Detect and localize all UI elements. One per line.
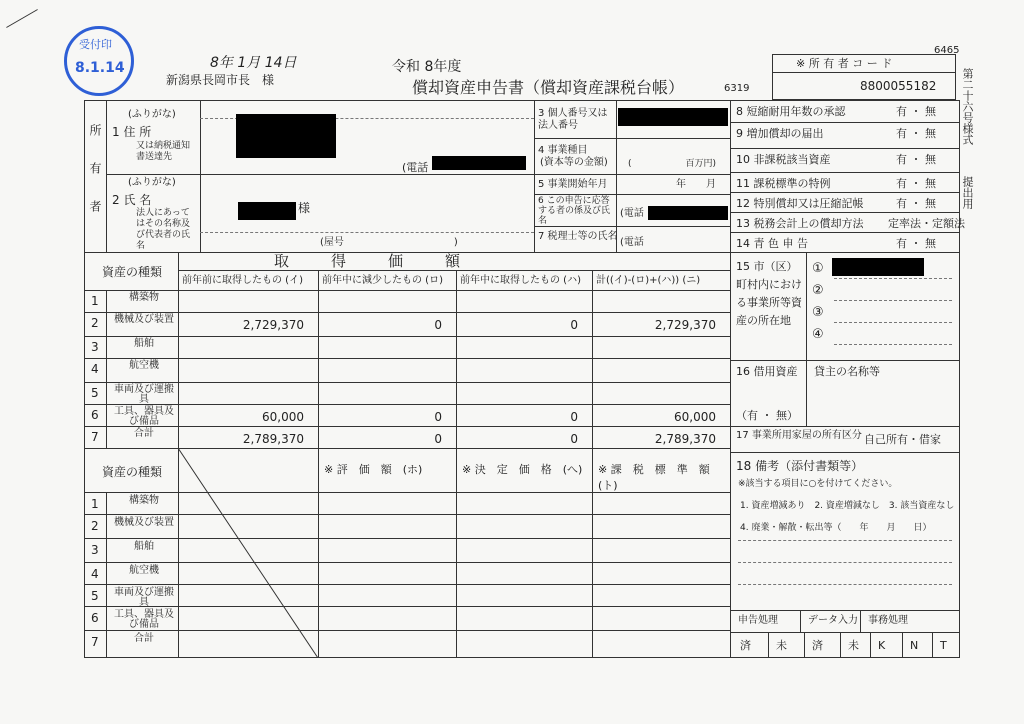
shop-name: (屋号 ) <box>320 237 458 248</box>
right-item-value: 有 ・ 無 <box>896 127 936 140</box>
row-number: 2 <box>91 519 99 533</box>
row-number: 7 <box>91 635 99 649</box>
row-number: 1 <box>91 497 99 511</box>
table-row-line <box>84 538 730 539</box>
row-number: 4 <box>91 567 99 581</box>
reception-stamp <box>64 26 134 96</box>
acquisition-value: 0 <box>434 432 442 446</box>
asset-type: 機械及び装置 <box>114 517 174 528</box>
location-number: ③ <box>812 305 824 320</box>
acquisition-value: 2,729,370 <box>242 318 304 332</box>
valuation-column-header: ※ 評 価 額 (ホ) <box>324 463 423 476</box>
form-number: 第二十六号様式 <box>961 68 974 145</box>
office-mark: T <box>940 639 947 652</box>
start-date-label: 5 事業開始年月 <box>538 179 608 190</box>
lessor-label: 貸主の名称等 <box>814 365 880 378</box>
right-item-divider <box>730 122 960 123</box>
diagonal-slash <box>178 448 318 658</box>
row-number: 7 <box>91 430 99 444</box>
table-row-line <box>84 426 730 427</box>
office-divider <box>902 632 903 658</box>
redacted-id <box>618 108 728 126</box>
location-label: 15 市（区）町村内における事業所等資産の所在地 <box>736 260 802 327</box>
right-item-label: 12 特別償却又は圧縮記帳 <box>736 197 864 210</box>
acquisition-value: 0 <box>570 432 578 446</box>
office-divider <box>870 632 871 658</box>
leased-assets-value: （有 ・ 無） <box>736 409 798 422</box>
table-row-line <box>84 492 730 493</box>
right-item-value: 有 ・ 無 <box>896 197 936 210</box>
acquisition-value: 0 <box>570 318 578 332</box>
phone-label: (電話 <box>402 161 429 174</box>
right-item-divider <box>730 212 960 213</box>
table-row-line <box>84 562 730 563</box>
office-use-header: 申告処理 <box>738 615 778 626</box>
asset-type: 船舶 <box>134 338 154 349</box>
location-line <box>834 322 952 323</box>
location-number: ① <box>812 261 824 276</box>
row-number: 5 <box>91 589 99 603</box>
form-title: 償却資産申告書（償却資産課税台帳） <box>412 78 685 97</box>
redacted-phone <box>432 156 526 170</box>
submission-copy: 提出用 <box>961 176 974 209</box>
id-number-label: 3 個人番号又は法人番号 <box>538 108 608 131</box>
address-label: 1 住 所 <box>112 125 152 139</box>
row-number: 6 <box>91 611 99 625</box>
building-ownership-value: 自己所有・借家 <box>864 433 941 446</box>
acquisition-column-header: 前年中に減少したもの (ロ) <box>322 275 443 286</box>
remarks-label: 18 備考（添付書類等） <box>736 459 864 473</box>
acquisition-cost-header: 取 得 価 額 <box>274 252 465 270</box>
asset-type: 機械及び装置 <box>114 314 174 325</box>
name-label: 2 氏 名 <box>112 193 152 207</box>
address-note: 又は納税通知書送達先 <box>136 141 191 162</box>
corner-mark <box>6 9 38 28</box>
office-mark: 済 <box>740 639 751 652</box>
right-item-label: 11 課税標準の特例 <box>736 177 831 190</box>
acquisition-value: 2,729,370 <box>654 318 716 332</box>
building-ownership-label: 17 事業所用家屋の所有区分 <box>736 430 862 441</box>
asset-type: 構築物 <box>129 292 159 303</box>
row-number: 2 <box>91 316 99 330</box>
table-row-line <box>84 382 730 383</box>
asset-type: 航空機 <box>129 360 159 371</box>
right-item-divider <box>730 232 960 233</box>
furigana-label: (ふりがな) <box>128 109 176 120</box>
acquisition-value: 0 <box>434 318 442 332</box>
row-number: 3 <box>91 340 99 354</box>
row-number: 4 <box>91 362 99 376</box>
fiscal-year: 令和 8年度 <box>392 59 462 75</box>
office-divider <box>804 632 805 658</box>
valuation-column-header: ※ 決 定 価 格 (へ) <box>462 463 583 476</box>
table-row-line <box>84 336 730 337</box>
location-line <box>834 278 952 279</box>
tax-accountant-label: 7 税理士等の氏名 <box>538 231 618 242</box>
office-mark: 済 <box>812 639 823 652</box>
stamp-text: 受付印 <box>79 38 112 51</box>
capital-unit: ( 百万円) <box>628 159 717 169</box>
right-item-label: 9 増加償却の届出 <box>736 127 824 140</box>
redacted-address <box>236 114 336 158</box>
table-row-line <box>84 290 730 291</box>
code-6465: 6465 <box>934 45 960 56</box>
asset-type: 工具、器具及び備品 <box>114 609 174 630</box>
leased-assets-label: 16 借用資産 <box>736 365 798 378</box>
stamp-date: 8.1.14 <box>75 60 125 76</box>
row-number: 6 <box>91 408 99 422</box>
remarks-closure: 4. 廃業・解散・転出等（ 年 月 日） <box>740 523 932 533</box>
asset-type-header-2: 資産の種類 <box>102 465 163 479</box>
right-item-label: 13 税務会計上の償却方法 <box>736 217 864 230</box>
location-number: ② <box>812 283 824 298</box>
contact-label: 6 この申告に応答する者の係及び氏名 <box>538 196 611 226</box>
code-6319: 6319 <box>724 83 750 94</box>
table-row-line <box>84 606 730 607</box>
asset-type: 航空機 <box>129 565 159 576</box>
remarks-note: ※該当する項目に○を付けてください。 <box>738 479 898 489</box>
capital-label: (資本等の金額) <box>540 157 608 168</box>
location-number: ④ <box>812 327 824 342</box>
owner-label: 所有者 <box>88 124 102 238</box>
office-divider <box>860 610 861 632</box>
acquisition-value: 0 <box>434 410 442 424</box>
remarks-options: 1. 資産増減あり 2. 資産増減なし 3. 該当資産なし <box>740 501 955 511</box>
row-number: 3 <box>91 543 99 557</box>
redacted-location <box>832 258 924 276</box>
right-item-divider <box>730 148 960 149</box>
table-row-line <box>84 404 730 405</box>
honorific: 様 <box>298 201 311 215</box>
asset-type: 合計 <box>134 428 154 439</box>
office-mark: 未 <box>776 639 787 652</box>
acquisition-value: 0 <box>570 410 578 424</box>
asset-type: 合計 <box>134 633 154 644</box>
asset-type-header: 資産の種類 <box>102 265 163 279</box>
owner-code: 8800055182 <box>860 79 937 93</box>
table-row-line <box>84 584 730 585</box>
contact-phone-label: (電話 <box>620 208 644 219</box>
redacted-name <box>238 202 296 220</box>
table-row-line <box>84 358 730 359</box>
furigana-label-2: (ふりがな) <box>128 177 176 188</box>
right-item-value: 定率法・定額法 <box>888 217 965 230</box>
office-divider <box>932 632 933 658</box>
right-item-label: 8 短縮耐用年数の承認 <box>736 105 846 118</box>
submission-date: 8年 1月 14日 <box>210 55 297 71</box>
asset-type: 構築物 <box>129 495 159 506</box>
redacted-contact <box>648 206 728 220</box>
row-number: 5 <box>91 386 99 400</box>
right-item-value: 有 ・ 無 <box>896 153 936 166</box>
name-note: 法人にあってはその名称及び代表者の氏名 <box>136 208 191 251</box>
acquisition-value: 60,000 <box>674 410 716 424</box>
location-line <box>834 344 952 345</box>
right-item-label: 14 青 色 申 告 <box>736 237 808 250</box>
office-divider <box>768 632 769 658</box>
asset-type: 船舶 <box>134 541 154 552</box>
office-use-header: データ入力 <box>808 615 858 626</box>
right-item-value: 有 ・ 無 <box>896 237 936 250</box>
office-mark: N <box>910 639 919 652</box>
table-row-line <box>84 312 730 313</box>
right-item-value: 有 ・ 無 <box>896 177 936 190</box>
business-type-label: 4 事業種目 <box>538 145 588 156</box>
acquisition-value: 60,000 <box>262 410 304 424</box>
right-item-divider <box>730 192 960 193</box>
asset-type: 車両及び運搬具 <box>114 384 174 405</box>
office-use-header: 事務処理 <box>868 615 908 626</box>
office-mark: K <box>878 639 886 652</box>
valuation-column-header: ※ 課 税 標 準 額 (ト) <box>598 463 721 492</box>
office-divider <box>800 610 801 632</box>
row-number: 1 <box>91 294 99 308</box>
location-line <box>834 300 952 301</box>
table-row-line <box>84 630 730 631</box>
acquisition-value: 2,789,370 <box>654 432 716 446</box>
tax-accountant-phone: (電話 <box>620 237 644 248</box>
start-date-value: 年 月 <box>676 179 716 190</box>
asset-type: 車両及び運搬具 <box>114 587 174 608</box>
owner-code-label: ※ 所 有 者 コ ー ド <box>796 57 893 70</box>
right-item-divider <box>730 172 960 173</box>
right-item-value: 有 ・ 無 <box>896 105 936 118</box>
acquisition-column-header: 計((イ)-(ロ)+(ハ)) (ニ) <box>596 275 701 286</box>
acquisition-column-header: 前年中に取得したもの (ハ) <box>460 275 581 286</box>
acquisition-column-header: 前年前に取得したもの (イ) <box>182 275 303 286</box>
right-item-label: 10 非課税該当資産 <box>736 153 831 166</box>
addressee: 新潟県長岡市長 様 <box>166 73 275 87</box>
acquisition-value: 2,789,370 <box>242 432 304 446</box>
asset-type: 工具、器具及び備品 <box>114 406 174 427</box>
table-row-line <box>84 514 730 515</box>
office-mark: 未 <box>848 639 859 652</box>
office-divider <box>840 632 841 658</box>
